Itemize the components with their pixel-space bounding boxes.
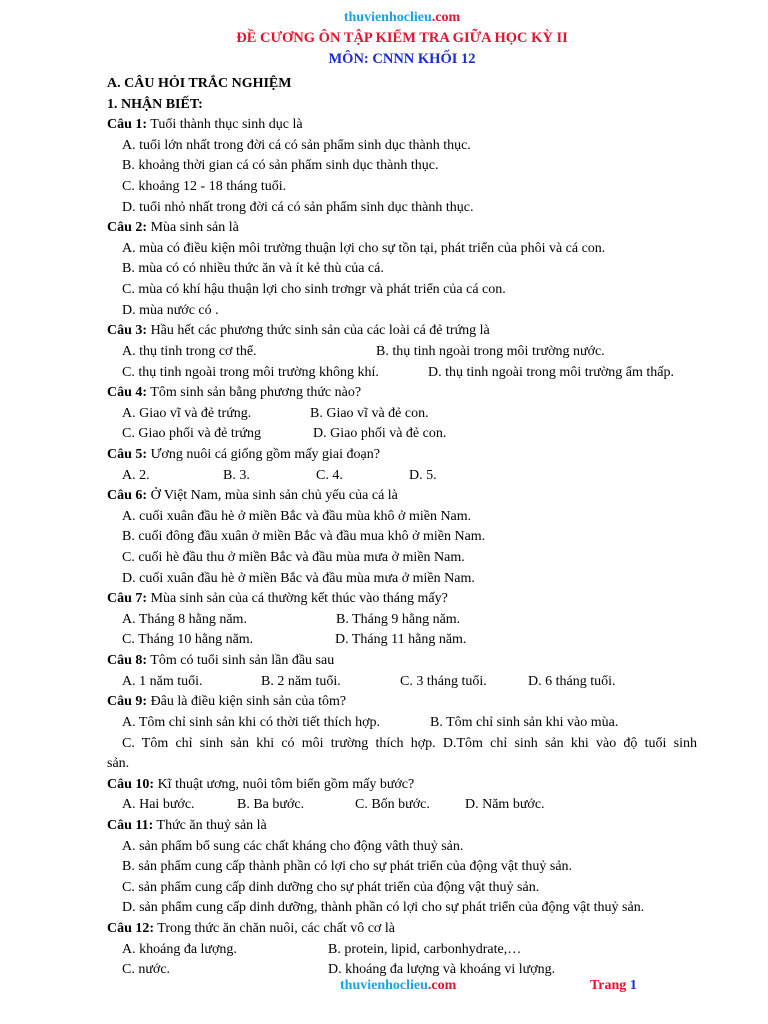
option-d-continued: sản. (107, 756, 130, 772)
question-text: Ở Việt Nam, mùa sinh sản chủ yếu của cá là (147, 488, 398, 504)
option-row (107, 466, 697, 487)
option-a: A. cuối xuân đầu hè ở miền Bắc và đầu mùa khô ở miền Nam. (122, 508, 472, 524)
question-label: Câu 6: (107, 488, 148, 504)
question-stem (107, 383, 697, 404)
option-row (107, 342, 697, 363)
question-text: Mùa sinh sản của cá thường kết thúc vào tháng mấy? (147, 591, 448, 607)
option-d: D. Tháng 11 hằng năm. (335, 632, 467, 648)
question-stem (107, 816, 697, 837)
option-a: A. Giao vĩ và đẻ trứng. (122, 405, 252, 421)
option-c: C. mùa có khí hậu thuận lợi cho sinh trơngr và phát triển của cá con. (122, 282, 506, 298)
question-label: Câu 1: (107, 117, 148, 133)
option-b: B. Tôm chỉ sinh sản khi vào mùa. (430, 714, 619, 730)
option-a: A. Hai bước. (122, 797, 195, 813)
question-label: Câu 11: (107, 817, 154, 833)
question-stem (107, 589, 697, 610)
option-row (107, 672, 697, 693)
page-label: Trang (590, 978, 630, 993)
option-row (107, 940, 697, 961)
option-d: D. mùa nước có . (122, 302, 219, 318)
question-label: Câu 9: (107, 694, 148, 710)
option-b: B. cuối đông đầu xuân ở miền Bắc và đầu mua khô ở miền Nam. (122, 529, 486, 545)
question-stem (107, 321, 697, 342)
option-b: B. thụ tinh ngoài trong môi trường nước. (376, 343, 605, 359)
question-label: Câu 4: (107, 385, 148, 401)
option-c: C. Tôm chỉ sinh sản khi có môi trường thích hợp. (122, 735, 436, 751)
option-b: B. Ba bước. (237, 797, 305, 813)
option-b: B. khoảng thời gian cá có sản phẩm sinh dục thành thục. (122, 158, 439, 174)
option-a: A. Tháng 8 hằng năm. (122, 611, 247, 627)
option-row (107, 795, 697, 816)
option-c: C. cuối hè đầu thu ở miền Bắc và đầu mùa mưa ở miền Nam. (122, 550, 465, 566)
question-text: Tôm sinh sản bằng phương thức nào? (147, 385, 362, 401)
option-b: B. 3. (223, 467, 250, 483)
option-c: C. 3 tháng tuổi. (400, 673, 487, 689)
question-stem (107, 919, 697, 940)
option-row (107, 734, 697, 755)
option-b: B. mùa có có nhiều thức ăn và ít kẻ thù của cá. (122, 261, 384, 277)
option-d: D.Tôm chỉ sinh sản khi vào độ tuổi sinh (442, 735, 697, 751)
option-a: A. thụ tinh trong cơ thể. (122, 343, 257, 359)
question-text: Tôm có tuổi sinh sản lần đầu sau (147, 653, 335, 669)
option-a: A. sản phẩm bổ sung các chất kháng cho động vâth thuỷ sản. (122, 838, 464, 854)
option-row (107, 363, 697, 384)
question-label: Câu 5: (107, 446, 148, 462)
question-label: Câu 2: (107, 220, 148, 236)
question-text: Hầu hết các phương thức sinh sản của các loài cá đẻ trứng là (147, 323, 490, 339)
question-stem (107, 651, 697, 672)
option-b: B. 2 năm tuổi. (261, 673, 341, 689)
option-a: A. khoáng đa lượng. (122, 941, 237, 957)
option-a: A. 1 năm tuổi. (122, 673, 203, 689)
option-row (107, 713, 697, 734)
question-text: Ương nuôi cá giống gồm mấy giai đoạn? (147, 446, 380, 462)
question-text: Tuổi thành thục sinh dục là (147, 117, 303, 133)
section-heading: A. CÂU HỎI TRẮC NGHIỆM (107, 76, 292, 91)
question-label: Câu 12: (107, 920, 155, 936)
option-a: A. Tôm chỉ sinh sản khi có thời tiết thích hợp. (122, 714, 380, 730)
question-stem (107, 115, 697, 136)
option-a: A. 2. (122, 467, 150, 483)
option-c: C. thụ tinh ngoài trong môi trường không khí. (122, 364, 379, 380)
document-title: ĐỀ CƯƠNG ÔN TẬP KIỂM TRA GIỮA HỌC KỲ II (236, 30, 568, 46)
question-label: Câu 8: (107, 653, 148, 669)
question-text: Đâu là điều kiện sinh sản của tôm? (147, 694, 347, 710)
question-text: Mùa sinh sản là (147, 220, 239, 236)
page-number-value: 1 (629, 978, 637, 993)
site-header (107, 8, 697, 28)
option-b: B. sản phẩm cung cấp thành phần có lợi cho sự phát triển của động vật thuỷ sản. (122, 859, 573, 875)
question-text: Thức ăn thuỷ sản là (153, 817, 267, 833)
option-row (107, 610, 697, 631)
option-c: C. 4. (316, 467, 343, 483)
document-subject: MÔN: CNNN KHỐI 12 (328, 51, 476, 67)
footer-site (340, 978, 456, 994)
option-row (107, 404, 697, 425)
question-stem (107, 775, 697, 796)
option-d: D. thụ tinh ngoài trong môi trường ẩm thấp. (428, 364, 674, 380)
option-row (107, 424, 697, 445)
option-d: D. 6 tháng tuổi. (528, 673, 616, 689)
option-c: C. Tháng 10 hằng năm. (122, 632, 254, 648)
option-b: B. Tháng 9 hằng năm. (336, 611, 461, 627)
question-label: Câu 10: (107, 776, 155, 792)
option-b: B. Giao vĩ và đẻ con. (310, 405, 429, 421)
option-d: D. tuổi nhỏ nhất trong đời cá có sản phẩm sinh dục thành thục. (122, 199, 474, 215)
document-page (107, 8, 697, 981)
footer-site-name: thuvienhoclieu (340, 978, 428, 993)
option-c: C. Giao phối và đẻ trứng (122, 426, 262, 442)
question-stem (107, 692, 697, 713)
question-text: Kĩ thuật ương, nuôi tôm biển gồm mấy bước? (154, 776, 415, 792)
level-heading: 1. NHẬN BIẾT: (107, 96, 203, 112)
option-a: A. mùa có điều kiện môi trường thuận lợi cho sự tồn tại, phát triển của phôi và cá con. (122, 240, 606, 256)
option-c: C. nước. (122, 962, 171, 978)
page-footer (0, 978, 768, 998)
option-c: C. Bốn bước. (355, 797, 430, 813)
option-d: D. khoáng đa lượng và khoáng vi lượng. (328, 962, 556, 978)
option-d: D. 5. (409, 467, 437, 483)
question-label: Câu 7: (107, 591, 148, 607)
footer-site-domain: .com (427, 978, 457, 993)
option-d: D. Năm bước. (465, 797, 545, 813)
option-a: A. tuổi lớn nhất trong đời cá có sản phẩm sinh dục thành thục. (122, 137, 471, 153)
question-stem (107, 445, 697, 466)
site-domain: .com (431, 10, 461, 25)
question-text: Trong thức ăn chăn nuôi, các chất vô cơ là (154, 920, 395, 936)
question-list (107, 74, 697, 981)
question-stem (107, 218, 697, 239)
option-b: B. protein, lipid, carbonhydrate,… (328, 941, 522, 957)
option-row (107, 630, 697, 651)
option-c: C. khoảng 12 - 18 tháng tuổi. (122, 179, 287, 195)
option-d: D. cuối xuân đầu hè ở miền Bắc và đầu mùa mưa ở miền Nam. (122, 570, 475, 586)
page-number (590, 978, 637, 994)
option-d: D. sản phẩm cung cấp dinh dưỡng, thành phần có lợi cho sự phát triển của động vật thuỷ sản. (122, 900, 645, 916)
question-label: Câu 3: (107, 323, 148, 339)
option-d: D. Giao phối và đẻ con. (313, 426, 447, 442)
option-c: C. sản phẩm cung cấp dinh dưỡng cho sự phát triển của động vật thuỷ sản. (122, 879, 540, 895)
question-stem (107, 486, 697, 507)
site-name: thuvienhoclieu (343, 10, 432, 25)
